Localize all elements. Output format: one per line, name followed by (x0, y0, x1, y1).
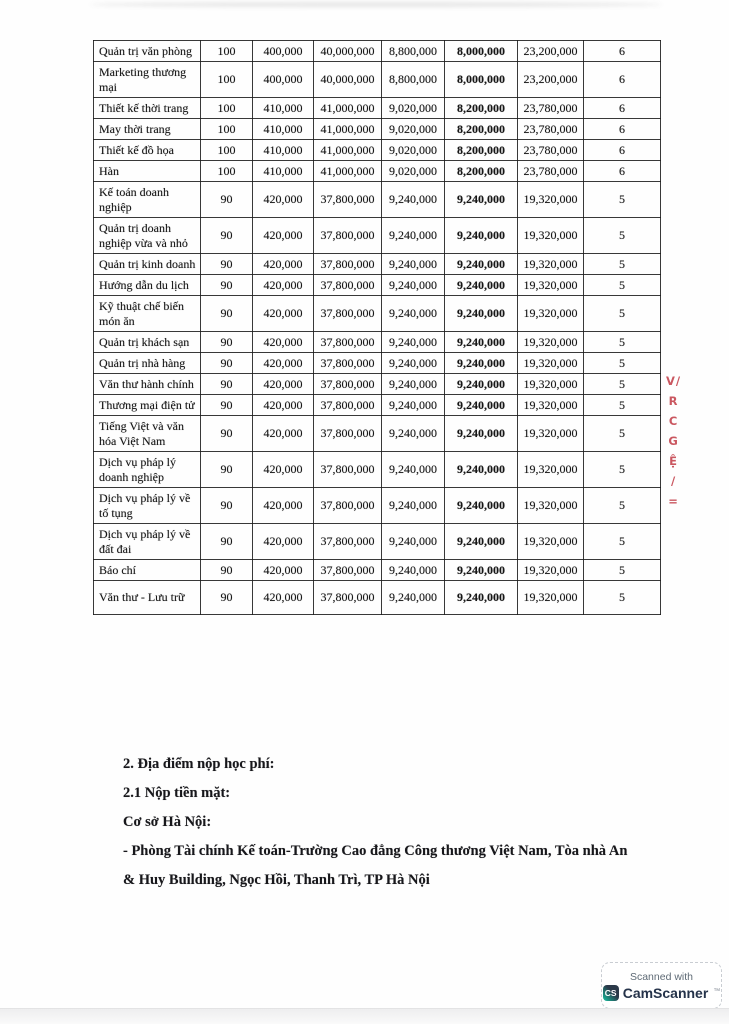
value-cell: 5 (584, 275, 661, 296)
value-cell: 90 (201, 182, 253, 218)
value-cell: 8,200,000 (445, 119, 518, 140)
value-cell: 410,000 (253, 161, 314, 182)
table-row (94, 395, 661, 416)
value-cell: 37,800,000 (314, 296, 382, 332)
value-cell: 19,320,000 (518, 332, 584, 353)
value-cell: 19,320,000 (518, 395, 584, 416)
value-cell: 420,000 (253, 488, 314, 524)
value-cell: 9,240,000 (445, 275, 518, 296)
value-cell: 90 (201, 524, 253, 560)
value-cell: 420,000 (253, 581, 314, 615)
program-name-cell: Quản trị kinh doanh (94, 254, 201, 275)
value-cell: 9,240,000 (445, 296, 518, 332)
value-cell: 90 (201, 254, 253, 275)
table-row (94, 524, 661, 560)
value-cell: 37,800,000 (314, 332, 382, 353)
value-cell: 37,800,000 (314, 524, 382, 560)
value-cell: 5 (584, 416, 661, 452)
stamp-glyph: C (668, 414, 679, 428)
value-cell: 90 (201, 416, 253, 452)
value-cell: 23,200,000 (518, 41, 584, 62)
value-cell: 100 (201, 119, 253, 140)
table-row (94, 161, 661, 182)
table-row (94, 218, 661, 254)
value-cell: 9,240,000 (445, 452, 518, 488)
value-cell: 9,240,000 (382, 275, 445, 296)
value-cell: 37,800,000 (314, 353, 382, 374)
value-cell: 19,320,000 (518, 581, 584, 615)
value-cell: 420,000 (253, 374, 314, 395)
value-cell: 6 (584, 62, 661, 98)
program-name-cell: Hàn (94, 161, 201, 182)
program-name-cell: Marketing thương mại (94, 62, 201, 98)
value-cell: 420,000 (253, 353, 314, 374)
value-cell: 90 (201, 218, 253, 254)
table-row (94, 275, 661, 296)
value-cell: 420,000 (253, 395, 314, 416)
value-cell: 9,240,000 (382, 416, 445, 452)
value-cell: 19,320,000 (518, 416, 584, 452)
value-cell: 420,000 (253, 452, 314, 488)
program-name-cell: Quản trị khách sạn (94, 332, 201, 353)
value-cell: 420,000 (253, 275, 314, 296)
value-cell: 9,240,000 (382, 524, 445, 560)
value-cell: 5 (584, 560, 661, 581)
stamp-glyph: V/ (666, 374, 682, 388)
program-name-cell: Dịch vụ pháp lý về tố tụng (94, 488, 201, 524)
value-cell: 9,240,000 (382, 353, 445, 374)
value-cell: 41,000,000 (314, 140, 382, 161)
value-cell: 100 (201, 161, 253, 182)
value-cell: 6 (584, 161, 661, 182)
value-cell: 5 (584, 395, 661, 416)
program-name-cell: Kế toán doanh nghiệp (94, 182, 201, 218)
value-cell: 420,000 (253, 182, 314, 218)
program-name-cell: Quản trị nhà hàng (94, 353, 201, 374)
value-cell: 5 (584, 296, 661, 332)
value-cell: 19,320,000 (518, 182, 584, 218)
value-cell: 9,240,000 (382, 374, 445, 395)
value-cell: 9,020,000 (382, 119, 445, 140)
value-cell: 5 (584, 332, 661, 353)
value-cell: 9,240,000 (445, 332, 518, 353)
stamp-glyph: = (668, 494, 679, 508)
trademark-mark: ™ (713, 987, 721, 995)
program-name-cell: Báo chí (94, 560, 201, 581)
value-cell: 23,200,000 (518, 62, 584, 98)
value-cell: 23,780,000 (518, 161, 584, 182)
program-name-cell: Thiết kế thời trang (94, 98, 201, 119)
table-row (94, 41, 661, 62)
value-cell: 37,800,000 (314, 275, 382, 296)
value-cell: 6 (584, 119, 661, 140)
value-cell: 6 (584, 140, 661, 161)
program-name-cell: Hướng dẫn du lịch (94, 275, 201, 296)
value-cell: 37,800,000 (314, 182, 382, 218)
value-cell: 9,020,000 (382, 98, 445, 119)
table-row (94, 332, 661, 353)
program-name-cell: Dịch vụ pháp lý về đất đai (94, 524, 201, 560)
payment-notes (123, 750, 641, 895)
value-cell: 420,000 (253, 332, 314, 353)
program-name-cell: Quản trị doanh nghiệp vừa và nhỏ (94, 218, 201, 254)
value-cell: 90 (201, 296, 253, 332)
value-cell: 9,240,000 (382, 452, 445, 488)
value-cell: 6 (584, 98, 661, 119)
address-line: - Phòng Tài chính Kế toán-Trường Cao đẳng Công thương Việt Nam, Tòa nhà An & Huy Building, Ngọc Hồi, Thanh Trì, TP Hà Nội (123, 843, 628, 888)
section-heading-2: 2. Địa điểm nộp học phí: (123, 756, 275, 772)
value-cell: 420,000 (253, 560, 314, 581)
value-cell: 90 (201, 395, 253, 416)
value-cell: 23,780,000 (518, 140, 584, 161)
value-cell: 40,000,000 (314, 62, 382, 98)
value-cell: 420,000 (253, 218, 314, 254)
program-name-cell: Thương mại điện tử (94, 395, 201, 416)
value-cell: 37,800,000 (314, 488, 382, 524)
value-cell: 9,240,000 (382, 395, 445, 416)
value-cell: 41,000,000 (314, 161, 382, 182)
value-cell: 23,780,000 (518, 119, 584, 140)
value-cell: 19,320,000 (518, 353, 584, 374)
subsection-heading-2-1: 2.1 Nộp tiền mặt: (123, 785, 231, 801)
value-cell: 19,320,000 (518, 218, 584, 254)
table-row (94, 353, 661, 374)
value-cell: 19,320,000 (518, 524, 584, 560)
scan-edge-strip (0, 1008, 729, 1024)
value-cell: 420,000 (253, 254, 314, 275)
value-cell: 9,240,000 (445, 581, 518, 615)
value-cell: 9,240,000 (445, 395, 518, 416)
value-cell: 9,240,000 (445, 353, 518, 374)
value-cell: 9,020,000 (382, 161, 445, 182)
value-cell: 19,320,000 (518, 254, 584, 275)
value-cell: 90 (201, 275, 253, 296)
value-cell: 5 (584, 254, 661, 275)
value-cell: 410,000 (253, 140, 314, 161)
value-cell: 100 (201, 98, 253, 119)
value-cell: 100 (201, 62, 253, 98)
value-cell: 90 (201, 332, 253, 353)
table-row (94, 182, 661, 218)
value-cell: 90 (201, 488, 253, 524)
value-cell: 9,240,000 (382, 581, 445, 615)
value-cell: 9,020,000 (382, 140, 445, 161)
value-cell: 9,240,000 (445, 254, 518, 275)
value-cell: 5 (584, 488, 661, 524)
program-name-cell: Dịch vụ pháp lý doanh nghiệp (94, 452, 201, 488)
program-name-cell: Văn thư hành chính (94, 374, 201, 395)
value-cell: 9,240,000 (445, 488, 518, 524)
table-row (94, 98, 661, 119)
value-cell: 8,200,000 (445, 98, 518, 119)
value-cell: 90 (201, 581, 253, 615)
value-cell: 9,240,000 (445, 416, 518, 452)
program-name-cell: May thời trang (94, 119, 201, 140)
table-row (94, 488, 661, 524)
value-cell: 420,000 (253, 524, 314, 560)
value-cell: 5 (584, 353, 661, 374)
value-cell: 9,240,000 (382, 332, 445, 353)
value-cell: 9,240,000 (382, 254, 445, 275)
value-cell: 37,800,000 (314, 374, 382, 395)
table-row (94, 254, 661, 275)
value-cell: 5 (584, 218, 661, 254)
value-cell: 19,320,000 (518, 560, 584, 581)
value-cell: 19,320,000 (518, 275, 584, 296)
value-cell: 9,240,000 (382, 296, 445, 332)
value-cell: 5 (584, 452, 661, 488)
value-cell: 37,800,000 (314, 395, 382, 416)
value-cell: 5 (584, 581, 661, 615)
value-cell: 23,780,000 (518, 98, 584, 119)
value-cell: 6 (584, 41, 661, 62)
value-cell: 420,000 (253, 416, 314, 452)
value-cell: 37,800,000 (314, 581, 382, 615)
value-cell: 90 (201, 560, 253, 581)
scanned-with-label: Scanned with (629, 970, 694, 983)
value-cell: 5 (584, 374, 661, 395)
value-cell: 8,800,000 (382, 41, 445, 62)
value-cell: 37,800,000 (314, 452, 382, 488)
value-cell: 19,320,000 (518, 296, 584, 332)
value-cell: 19,320,000 (518, 488, 584, 524)
table-row (94, 62, 661, 98)
stamp-glyph: / (670, 474, 677, 488)
camscanner-badge (601, 962, 722, 1009)
table-row (94, 140, 661, 161)
program-name-cell: Kỹ thuật chế biến món ăn (94, 296, 201, 332)
value-cell: 100 (201, 140, 253, 161)
value-cell: 37,800,000 (314, 218, 382, 254)
value-cell: 400,000 (253, 41, 314, 62)
value-cell: 90 (201, 452, 253, 488)
value-cell: 5 (584, 182, 661, 218)
value-cell: 9,240,000 (382, 182, 445, 218)
value-cell: 19,320,000 (518, 452, 584, 488)
scan-artifact-line (90, 2, 662, 7)
table-row (94, 119, 661, 140)
value-cell: 19,320,000 (518, 374, 584, 395)
camscanner-icon: CS (603, 985, 619, 1001)
program-name-cell: Tiếng Việt và văn hóa Việt Nam (94, 416, 201, 452)
program-name-cell: Thiết kế đồ họa (94, 140, 201, 161)
program-name-cell: Quản trị văn phòng (94, 41, 201, 62)
table-row (94, 296, 661, 332)
value-cell: 41,000,000 (314, 119, 382, 140)
value-cell: 410,000 (253, 98, 314, 119)
value-cell: 37,800,000 (314, 416, 382, 452)
value-cell: 8,000,000 (445, 62, 518, 98)
value-cell: 40,000,000 (314, 41, 382, 62)
table-row (94, 560, 661, 581)
program-name-cell: Văn thư - Lưu trữ (94, 581, 201, 615)
red-stamp-fragment (666, 374, 681, 508)
table-row (94, 416, 661, 452)
value-cell: 9,240,000 (445, 374, 518, 395)
value-cell: 9,240,000 (382, 488, 445, 524)
value-cell: 37,800,000 (314, 254, 382, 275)
value-cell: 100 (201, 41, 253, 62)
value-cell: 41,000,000 (314, 98, 382, 119)
tuition-fee-table (93, 40, 661, 615)
table-row (94, 581, 661, 615)
stamp-glyph: Ệ (669, 454, 678, 468)
value-cell: 9,240,000 (382, 218, 445, 254)
table-row (94, 452, 661, 488)
table-row (94, 374, 661, 395)
value-cell: 37,800,000 (314, 560, 382, 581)
value-cell: 5 (584, 524, 661, 560)
stamp-glyph: R (668, 394, 679, 408)
value-cell: 410,000 (253, 119, 314, 140)
value-cell: 9,240,000 (445, 524, 518, 560)
value-cell: 9,240,000 (445, 218, 518, 254)
value-cell: 9,240,000 (445, 560, 518, 581)
value-cell: 400,000 (253, 62, 314, 98)
value-cell: 8,200,000 (445, 161, 518, 182)
value-cell: 9,240,000 (445, 182, 518, 218)
value-cell: 90 (201, 374, 253, 395)
camscanner-brand-row (603, 985, 721, 1001)
camscanner-brand-label: CamScanner (622, 984, 709, 1001)
value-cell: 90 (201, 353, 253, 374)
value-cell: 8,200,000 (445, 140, 518, 161)
value-cell: 420,000 (253, 296, 314, 332)
value-cell: 8,800,000 (382, 62, 445, 98)
value-cell: 8,000,000 (445, 41, 518, 62)
value-cell: 9,240,000 (382, 560, 445, 581)
stamp-glyph: G (668, 434, 679, 448)
campus-heading: Cơ sở Hà Nội: (123, 814, 212, 830)
